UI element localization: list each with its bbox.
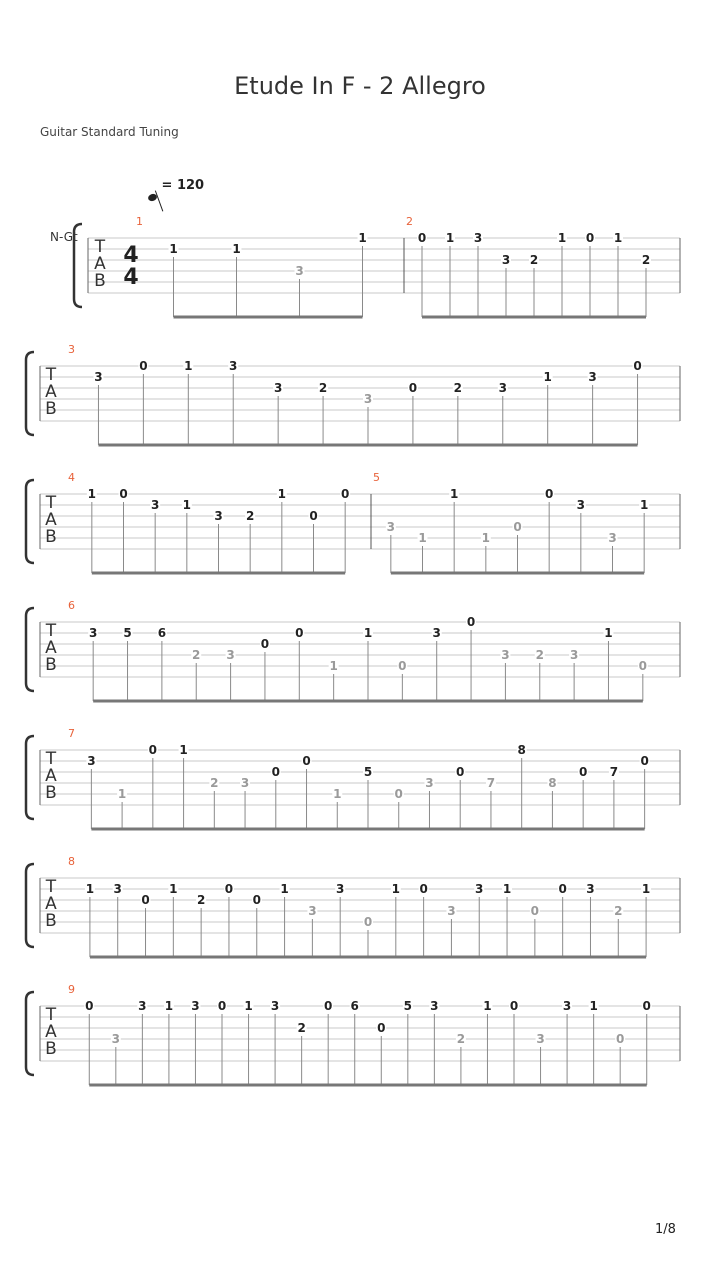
fret-number: 0 (509, 999, 519, 1013)
fret-number: 1 (169, 242, 178, 256)
fret-number: 0 (417, 231, 427, 245)
fret-number: 3 (94, 370, 103, 384)
fret-number: 1 (391, 882, 400, 896)
tab-clef-letter: T (45, 1005, 57, 1025)
fret-number: 1 (117, 787, 127, 801)
fret-number: 2 (210, 776, 219, 790)
fret-number: 3 (569, 648, 579, 662)
fret-number: 2 (456, 1032, 466, 1046)
fret-number: 3 (113, 882, 122, 896)
fret-number: 3 (295, 264, 304, 278)
fret-number: 3 (336, 882, 345, 896)
fret-number: 5 (403, 999, 412, 1013)
measure-number: 5 (373, 471, 380, 484)
fret-number: 0 (377, 1021, 386, 1035)
fret-number: 1 (502, 882, 512, 896)
time-signature-bottom: 4 (123, 265, 139, 290)
tab-clef-letter: T (45, 493, 57, 513)
fret-number: 1 (589, 999, 598, 1013)
fret-number: 1 (481, 531, 491, 545)
fret-number: 1 (641, 882, 651, 896)
fret-number: 0 (363, 915, 373, 929)
tuning-label: Guitar Standard Tuning (40, 125, 179, 139)
fret-number: 1 (449, 487, 459, 501)
tab-clef-letter: B (45, 527, 57, 547)
fret-number: 0 (544, 487, 554, 501)
fret-number: 0 (260, 637, 270, 651)
fret-number: 1 (613, 231, 623, 245)
system-bracket (74, 224, 82, 307)
tab-clef-letter: T (94, 237, 106, 257)
fret-number: 3 (425, 776, 434, 790)
fret-number: 0 (139, 359, 148, 373)
fret-number: 7 (486, 776, 496, 790)
system-bracket (26, 480, 34, 563)
fret-number: 3 (473, 231, 483, 245)
fret-number: 2 (297, 1021, 306, 1035)
fret-number: 3 (447, 904, 456, 918)
fret-number: 0 (271, 765, 280, 779)
fret-number: 2 (614, 904, 623, 918)
tab-clef-letter: A (45, 766, 57, 786)
fret-number: 3 (498, 381, 507, 395)
fret-number: 1 (164, 999, 174, 1013)
fret-number: 1 (280, 882, 289, 896)
tab-clef-letter: A (94, 254, 106, 274)
fret-number: 3 (562, 999, 572, 1013)
fret-number: 3 (536, 1032, 545, 1046)
fret-number: 1 (363, 626, 373, 640)
fret-number: 3 (111, 1032, 120, 1046)
fret-number: 3 (432, 626, 441, 640)
fret-number: 1 (277, 487, 287, 501)
fret-number: 3 (608, 531, 617, 545)
tab-clef-letter: B (45, 1039, 57, 1059)
fret-number: 3 (576, 498, 586, 512)
tab-clef-letter: A (45, 638, 57, 658)
tab-clef-letter: T (45, 877, 57, 897)
fret-number: 2 (245, 509, 255, 523)
fret-number: 1 (87, 487, 97, 501)
fret-number: 0 (513, 520, 522, 534)
fret-number: 1 (179, 743, 188, 757)
fret-number: 3 (386, 520, 396, 534)
fret-number: 0 (340, 487, 350, 501)
fret-number: 0 (224, 882, 234, 896)
fret-number: 1 (244, 999, 253, 1013)
fret-number: 3 (150, 498, 160, 512)
measure-number: 8 (68, 855, 75, 868)
fret-number: 1 (333, 787, 342, 801)
fret-number: 0 (295, 626, 304, 640)
fret-number: 5 (123, 626, 132, 640)
fret-number: 0 (309, 509, 318, 523)
fret-number: 0 (119, 487, 128, 501)
fret-number: 6 (350, 999, 359, 1013)
fret-number: 8 (548, 776, 557, 790)
fret-number: 0 (302, 754, 311, 768)
fret-number: 0 (324, 999, 333, 1013)
fret-number: 1 (604, 626, 613, 640)
measure-number: 9 (68, 983, 75, 996)
fret-number: 1 (418, 531, 427, 545)
fret-number: 0 (638, 659, 648, 673)
fret-number: 3 (475, 882, 484, 896)
measure-number: 6 (68, 599, 75, 612)
system-bracket (26, 608, 34, 691)
fret-number: 1 (543, 370, 552, 384)
fret-number: 0 (85, 999, 94, 1013)
fret-number: 0 (530, 904, 540, 918)
measure-number: 2 (406, 215, 413, 228)
fret-number: 2 (641, 253, 651, 267)
system-bracket (26, 992, 34, 1075)
fret-number: 2 (535, 648, 544, 662)
tab-clef-letter: A (45, 894, 57, 914)
tab-clef-letter: A (45, 1022, 57, 1042)
page-number: 1/8 (655, 1222, 676, 1237)
fret-number: 3 (229, 359, 238, 373)
fret-number: 0 (558, 882, 567, 896)
fret-number: 0 (616, 1032, 625, 1046)
fret-number: 8 (517, 743, 526, 757)
fret-number: 0 (408, 381, 418, 395)
fret-number: 3 (214, 509, 223, 523)
fret-number: 3 (138, 999, 147, 1013)
tab-clef-letter: B (45, 655, 57, 675)
fret-number: 0 (394, 787, 403, 801)
fret-number: 0 (252, 893, 261, 907)
fret-number: 7 (609, 765, 619, 779)
fret-number: 3 (87, 754, 96, 768)
fret-number: 2 (529, 253, 539, 267)
fret-number: 1 (358, 231, 367, 245)
fret-number: 3 (430, 999, 439, 1013)
tab-clef-letter: B (45, 399, 57, 419)
fret-number: 3 (363, 392, 373, 406)
track-label: N-Gt (50, 230, 78, 244)
fret-number: 2 (318, 381, 328, 395)
fret-number: 1 (232, 242, 241, 256)
fret-number: 3 (586, 882, 595, 896)
fret-number: 0 (419, 882, 428, 896)
fret-number: 3 (588, 370, 597, 384)
fret-number: 0 (640, 754, 649, 768)
fret-number: 1 (483, 999, 492, 1013)
tab-clef-letter: B (45, 783, 57, 803)
fret-number: 3 (501, 253, 511, 267)
fret-number: 1 (169, 882, 178, 896)
tab-clef-letter: T (45, 621, 57, 641)
fret-number: 1 (85, 882, 95, 896)
tab-clef-letter: T (45, 365, 57, 385)
fret-number: 0 (642, 999, 651, 1013)
fret-number: 0 (141, 893, 150, 907)
fret-number: 3 (240, 776, 250, 790)
fret-number: 3 (273, 381, 283, 395)
fret-number: 3 (226, 648, 235, 662)
fret-number: 6 (157, 626, 167, 640)
fret-number: 1 (182, 498, 192, 512)
tab-clef-letter: A (45, 382, 57, 402)
fret-number: 3 (88, 626, 98, 640)
fret-number: 3 (191, 999, 200, 1013)
system-bracket (26, 864, 34, 947)
fret-number: 0 (148, 743, 158, 757)
fret-number: 2 (196, 893, 206, 907)
fret-number: 3 (308, 904, 317, 918)
fret-number: 0 (456, 765, 465, 779)
fret-number: 1 (557, 231, 567, 245)
system-bracket (26, 736, 34, 819)
score-title: Etude In F - 2 Allegro (234, 72, 486, 100)
fret-number: 0 (398, 659, 407, 673)
system-bracket (26, 352, 34, 435)
fret-number: 0 (217, 999, 227, 1013)
tempo-value: = 120 (161, 178, 205, 193)
fret-number: 3 (501, 648, 510, 662)
fret-number: 1 (445, 231, 455, 245)
fret-number: 0 (633, 359, 642, 373)
fret-number: 3 (270, 999, 280, 1013)
tab-clef-letter: A (45, 510, 57, 530)
fret-number: 0 (466, 615, 476, 629)
fret-number: 1 (329, 659, 338, 673)
fret-number: 1 (184, 359, 193, 373)
measure-number: 1 (136, 215, 143, 228)
fret-number: 2 (453, 381, 463, 395)
measure-number: 7 (68, 727, 75, 740)
tab-clef-letter: B (45, 911, 57, 931)
tab-clef-letter: T (45, 749, 57, 769)
measure-number: 3 (68, 343, 75, 356)
tab-clef-letter: B (94, 271, 106, 291)
fret-number: 5 (363, 765, 373, 779)
fret-number: 0 (585, 231, 595, 245)
fret-number: 2 (192, 648, 201, 662)
fret-number: 1 (639, 498, 649, 512)
time-signature-top: 4 (123, 243, 139, 268)
fret-number: 0 (578, 765, 588, 779)
measure-number: 4 (68, 471, 75, 484)
